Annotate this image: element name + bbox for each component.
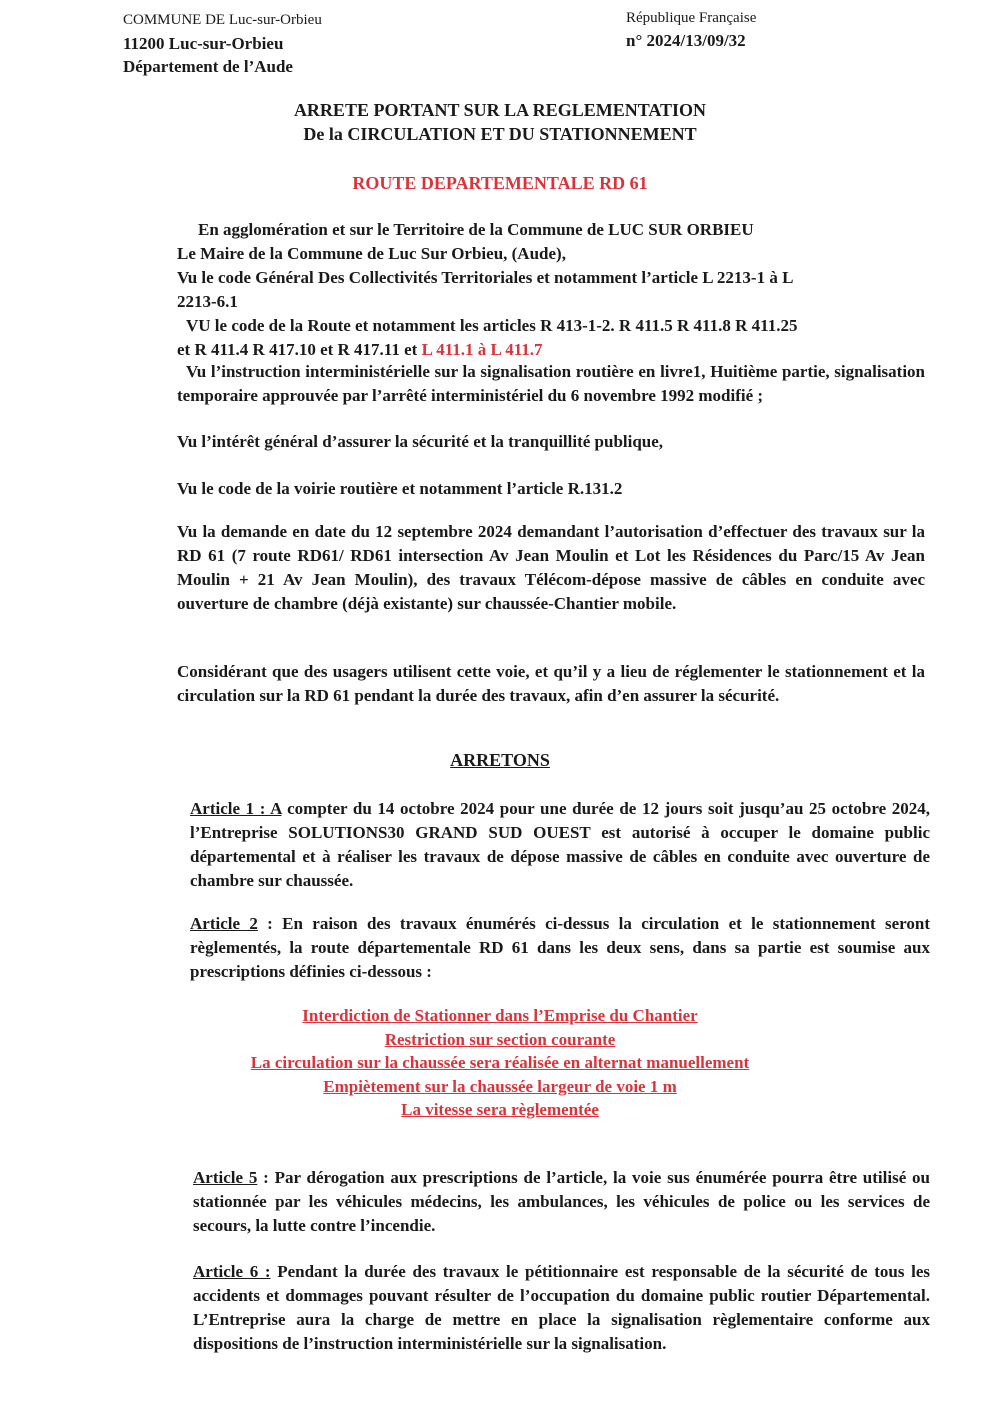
article-6-text: Pendant la durée des travaux le pétitionnaire est responsable de la sécurité de tous les accidents et dommages pouvant résulter de l’occupation du domaine public routier Départemental. L’Entreprise aura la charge de mettre en place la signalisation règlementaire conforme aux dispositions de l’instruction interministérielle sur la signalisation. — [193, 1262, 930, 1353]
article-5-text: : Par dérogation aux prescriptions de l’article, la voie sus énumérée pourra être utilisé ou stationnée par les véhicules médecins, les ambulances, les véhicules de police ou les services de secours, la lutte contre l’incendie. — [193, 1168, 930, 1235]
arrete-number: n° 2024/13/09/32 — [626, 31, 746, 50]
article-1-label: Article 1 : A — [190, 799, 282, 818]
article-5 — [193, 1166, 930, 1238]
maire-line: Le Maire de la Commune de Luc Sur Orbieu, (Aude), — [177, 244, 566, 263]
article-6 — [193, 1260, 930, 1356]
prescriptions-list — [0, 1004, 1000, 1122]
instruction-paragraph: Vu l’instruction interministérielle sur la signalisation routière en livre1, Huitième partie, signalisation temporaire approuvée par l’arrêté interministériel du 6 novembre 1992 modifié ; — [177, 362, 925, 405]
commune-line: COMMUNE DE Luc-sur-Orbieu — [123, 12, 322, 28]
interet-line: Vu l’intérêt général d’assurer la sécurité et la tranquillité publique, — [177, 432, 664, 451]
voirie-line: Vu le code de la voirie routière et notamment l’article R.131.2 — [177, 479, 623, 498]
article-6-label: Article 6 : — [193, 1262, 271, 1281]
cgct-line-1: Vu le code Général Des Collectivités Territoriales et notamment l’article L 2213-1 à L — [177, 268, 794, 287]
prescription-item: Restriction sur section courante — [384, 1029, 616, 1049]
article-2-label: Article 2 — [190, 914, 258, 933]
article-1-text: compter du 14 octobre 2024 pour une durée de 12 jours soit jusqu’au 25 octobre 2024, l’Entreprise SOLUTIONS30 GRAND SUD OUEST est autorisé à occuper le domaine public départemental et à réaliser les travaux de dépose massive de câbles en conduite avec ouverture de chambre sur chaussée. — [190, 799, 930, 890]
demande-paragraph: Vu la demande en date du 12 septembre 2024 demandant l’autorisation d’effectuer des travaux sur la RD 61 (7 route RD61/ RD61 intersection Av Jean Moulin et Lot les Résidences du Parc/15 Av Jean Moulin + 21 Av Jean Moulin), des travaux Télécom-dépose massive de câbles en conduite avec ouverture de chambre (déjà existante) sur chaussée-Chantier mobile. — [177, 522, 925, 613]
prescription-item: La vitesse sera règlementée — [401, 1100, 599, 1119]
prescription-item: Empiètement sur la chaussée largeur de voie 1 m — [323, 1076, 677, 1096]
article-1 — [190, 797, 930, 893]
prescription-item: La circulation sur la chaussée sera réalisée en alternat manuellement — [250, 1053, 750, 1072]
article-2-text: : En raison des travaux énumérés ci-dessus la circulation et le stationnement seront règlementés, la route départementale RD 61 dans les deux sens, dans sa partie est soumise aux prescriptions définies ci-dessous : — [190, 914, 931, 981]
title-line-2: De la CIRCULATION ET DU STATIONNEMENT — [303, 124, 697, 144]
republique-label: République Française — [626, 10, 757, 26]
code-route-line-1: VU le code de la Route et notamment les articles R 413-1-2. R 411.5 R 411.8 R 411.25 — [186, 316, 798, 335]
code-route-articles: et R 411.4 R 417.10 et R 417.11 et — [177, 340, 418, 359]
cgct-line-2: 2213-6.1 — [177, 292, 238, 311]
code-route-line-2 — [177, 338, 543, 362]
departement-line: Département de l’Aude — [123, 57, 293, 76]
title-line-1: ARRETE PORTANT SUR LA REGLEMENTATION — [293, 100, 707, 120]
arretons-heading: ARRETONS — [450, 750, 550, 770]
route-title: ROUTE DEPARTEMENTALE RD 61 — [352, 173, 648, 193]
article-5-label: Article 5 — [193, 1168, 258, 1187]
code-route-red-articles: L 411.1 à L 411.7 — [421, 340, 543, 359]
considerant-paragraph: Considérant que des usagers utilisent cette voie, et qu’il y a lieu de réglementer le stationnement et la circulation sur la RD 61 pendant la durée des travaux, afin d’en assurer la sécurité. — [177, 662, 925, 705]
article-2 — [190, 912, 930, 984]
postal-line: 11200 Luc-sur-Orbieu — [123, 34, 284, 53]
prescription-item: Interdiction de Stationner dans l’Emprise du Chantier — [302, 1006, 698, 1025]
agglomeration-line: En agglomération et sur le Territoire de la Commune de LUC SUR ORBIEU — [198, 220, 754, 239]
